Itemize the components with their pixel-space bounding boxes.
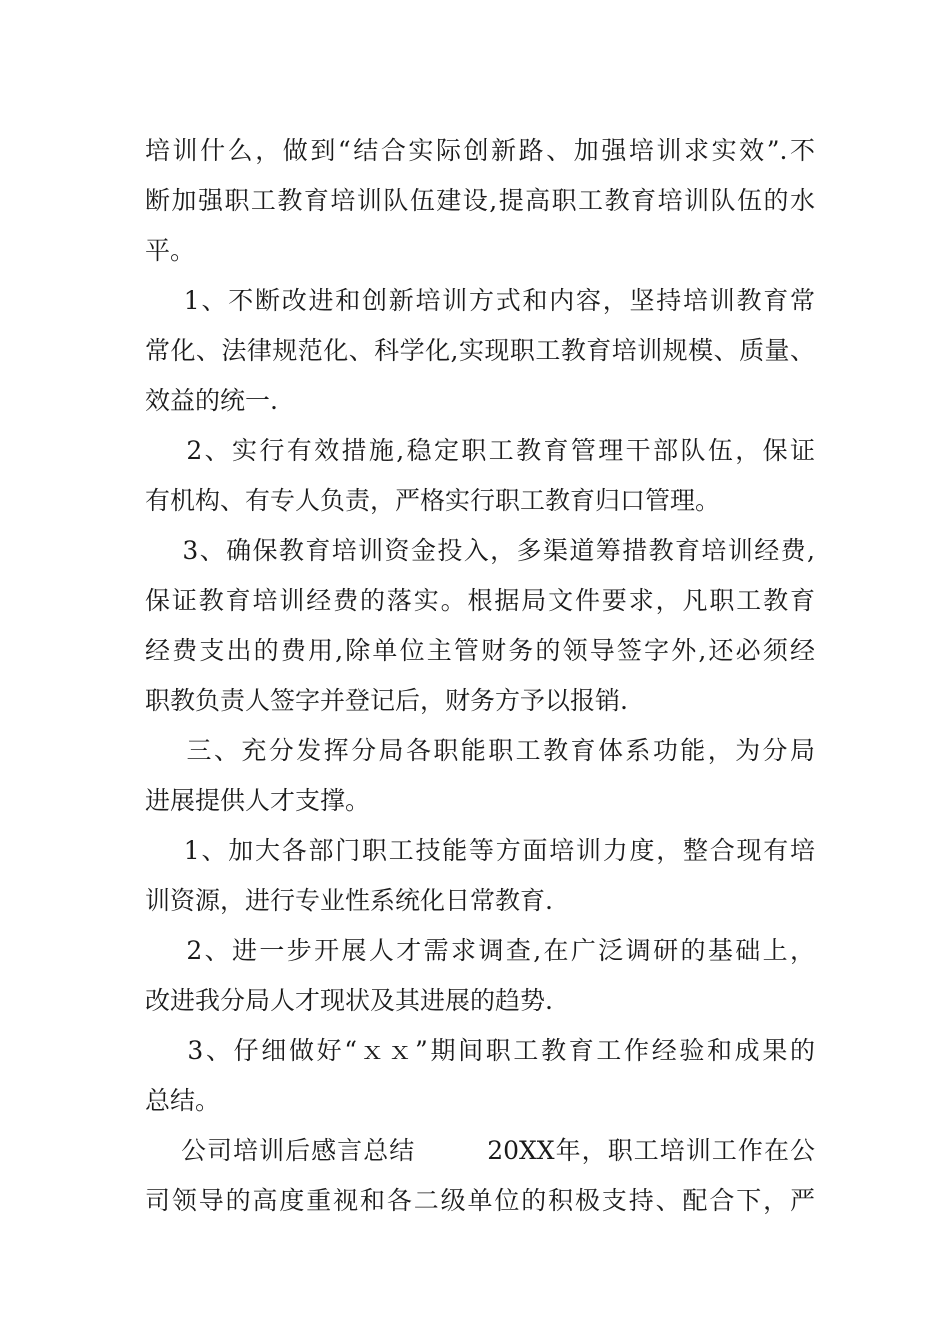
text-line: 进展提供人才支撑。	[145, 786, 371, 815]
text-line: 平。	[145, 236, 196, 265]
text-line: 1、加大各部门职工技能等方面培训力度，整合现有培	[145, 836, 815, 865]
text-line: 保证教育培训经费的落实。根据局文件要求，凡职工教育	[145, 586, 815, 615]
text-line: 常化、法律规范化、科学化,实现职工教育培训规模、质量、	[145, 336, 815, 365]
text-line: 公司培训后感言总结 20XX年，职工培训工作在公	[145, 1136, 815, 1165]
text-line: 职教负责人签字并登记后，财务方予以报销.	[145, 686, 628, 715]
text-line: 3、确保教育培训资金投入，多渠道筹措教育培训经费,	[145, 536, 815, 565]
section-heading: 三、充分发挥分局各职能职工教育体系功能，为分局	[145, 736, 815, 765]
text-line: 3、仔细做好“ｘｘ”期间职工教育工作经验和成果的	[145, 1036, 815, 1065]
text-line: 训资源，进行专业性系统化日常教育.	[145, 886, 553, 915]
text-line: 总结。	[145, 1086, 221, 1115]
text-line: 2、进一步开展人才需求调查,在广泛调研的基础上，	[145, 936, 815, 965]
text-line: 经费支出的费用,除单位主管财务的领导签字外,还必须经	[145, 636, 815, 665]
text-line: 司领导的高度重视和各二级单位的积极支持、配合下，严	[145, 1186, 815, 1215]
text-line: 改进我分局人才现状及其进展的趋势.	[145, 986, 553, 1015]
text-line: 1、不断改进和创新培训方式和内容，坚持培训教育常	[145, 286, 815, 315]
text-line: 2、实行有效措施,稳定职工教育管理干部队伍，保证	[145, 436, 815, 465]
text-line: 有机构、有专人负责，严格实行职工教育归口管理。	[145, 486, 721, 515]
body-text	[145, 126, 815, 1226]
text-line: 效益的统一.	[145, 386, 278, 415]
text-line: 断加强职工教育培训队伍建设,提高职工教育培训队伍的水	[145, 186, 815, 215]
text-line: 培训什么，做到“结合实际创新路、加强培训求实效”.不	[145, 136, 815, 165]
